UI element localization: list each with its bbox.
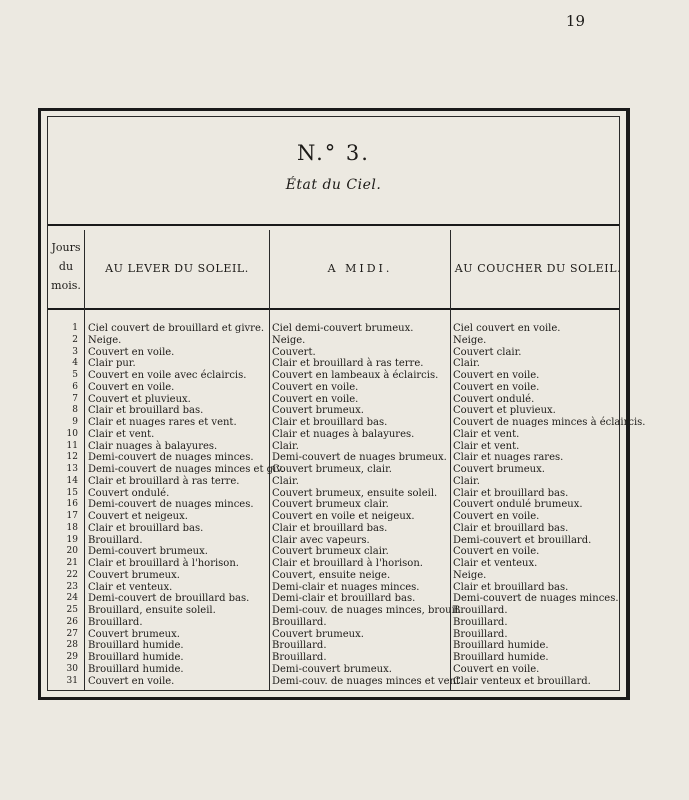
day-number: 13	[66, 464, 78, 474]
table-row	[48, 582, 619, 594]
table-row	[48, 429, 619, 441]
day-number: 5	[72, 370, 78, 380]
midi-cell: Clair.	[272, 440, 299, 452]
table-number: N.° 3.	[297, 141, 370, 165]
day-number: 29	[66, 652, 78, 662]
lever-cell: Couvert en voile.	[88, 346, 175, 358]
table-row	[48, 546, 619, 558]
lever-cell: Clair nuages à balayures.	[88, 440, 218, 452]
day-number: 7	[72, 393, 78, 404]
table-row	[48, 382, 619, 394]
coucher-cell: Couvert en voile.	[453, 511, 540, 522]
lever-cell: Clair pur.	[88, 358, 136, 370]
day-number: 4	[72, 358, 78, 369]
coucher-cell: Clair et brouillard bas.	[453, 522, 569, 534]
midi-cell: Brouillard.	[272, 616, 327, 628]
table-row	[48, 617, 619, 629]
coucher-cell: Clair et brouillard bas.	[453, 487, 569, 499]
title-block	[48, 141, 619, 193]
midi-cell: Couvert en voile.	[272, 393, 359, 405]
midi-cell: Clair avec vapeurs.	[272, 534, 370, 546]
midi-cell: Couvert en voile.	[272, 381, 359, 393]
lever-cell: Couvert brumeux.	[88, 569, 180, 581]
table-row	[48, 511, 619, 523]
header-jours-line1: Jours	[51, 241, 81, 254]
coucher-cell: Couvert ondulé.	[453, 393, 535, 405]
coucher-cell: Clair et vent.	[453, 440, 520, 452]
coucher-cell: Couvert de nuages minces à éclaircis.	[453, 417, 646, 428]
header-jours-line2: du	[58, 260, 74, 273]
day-number: 31	[66, 675, 78, 686]
midi-cell: Clair et brouillard à ras terre.	[272, 358, 424, 370]
midi-cell: Clair et brouillard bas.	[272, 522, 388, 534]
table-row	[48, 605, 619, 617]
coucher-cell: Couvert en voile.	[453, 370, 540, 381]
midi-cell: Couvert brumeux.	[272, 628, 364, 640]
coucher-cell: Clair et brouillard bas.	[453, 581, 569, 593]
day-number: 11	[66, 440, 78, 451]
lever-cell: Brouillard.	[88, 534, 143, 546]
table-row	[48, 664, 619, 676]
day-number: 16	[66, 499, 78, 510]
coucher-cell: Brouillard humide.	[453, 652, 549, 663]
coucher-cell: Couvert en voile.	[453, 663, 540, 675]
table-row	[48, 417, 646, 429]
midi-cell: Demi-couvert brumeux.	[272, 663, 392, 675]
midi-cell: Couvert.	[272, 346, 316, 358]
midi-cell: Demi-clair et brouillard bas.	[272, 593, 416, 605]
lever-cell: Demi-couvert de nuages minces et giv.	[88, 464, 284, 475]
lever-cell: Couvert et neigeux.	[88, 511, 188, 522]
lever-cell: Demi-couvert brumeux.	[88, 546, 208, 558]
lever-cell: Brouillard humide.	[88, 652, 184, 663]
midi-cell: Neige.	[272, 334, 306, 346]
lever-cell: Couvert en voile avec éclaircis.	[88, 370, 247, 381]
coucher-cell: Neige.	[453, 334, 487, 346]
midi-cell: Ciel demi-couvert brumeux.	[272, 323, 414, 334]
table-row	[48, 452, 619, 464]
page-number: 19	[565, 12, 585, 30]
coucher-cell: Demi-couvert et brouillard.	[453, 534, 592, 546]
table-subtitle: État du Ciel.	[285, 177, 382, 193]
table-row	[48, 570, 619, 582]
lever-cell: Clair et brouillard à l'horison.	[88, 558, 239, 569]
table-row	[48, 640, 619, 652]
table-row	[48, 476, 619, 488]
coucher-cell: Neige.	[453, 569, 487, 581]
day-number: 21	[66, 558, 78, 568]
header-lever: AU LEVER DU SOLEIL.	[105, 262, 249, 275]
lever-cell: Couvert en voile.	[88, 675, 175, 687]
table-row	[48, 358, 619, 370]
table-frame	[38, 108, 646, 700]
coucher-cell: Brouillard.	[453, 616, 508, 628]
midi-cell: Couvert brumeux, clair.	[272, 464, 392, 475]
lever-cell: Demi-couvert de nuages minces.	[88, 452, 254, 464]
day-number: 8	[72, 405, 78, 416]
lever-cell: Couvert en voile.	[88, 381, 175, 393]
table-row	[48, 394, 619, 406]
day-number: 12	[66, 452, 78, 463]
midi-cell: Brouillard.	[272, 640, 327, 652]
midi-cell: Clair et nuages à balayures.	[272, 428, 415, 440]
table-row	[48, 488, 619, 500]
midi-cell: Brouillard.	[272, 652, 327, 663]
day-number: 10	[66, 428, 78, 439]
day-number: 14	[66, 475, 78, 486]
lever-cell: Demi-couvert de brouillard bas.	[88, 593, 250, 605]
coucher-cell: Clair et venteux.	[453, 558, 538, 569]
coucher-cell: Clair venteux et brouillard.	[453, 675, 591, 687]
coucher-cell: Ciel couvert en voile.	[453, 323, 561, 334]
header-jours-line3: mois.	[51, 279, 81, 292]
day-number: 24	[66, 593, 78, 604]
coucher-cell: Demi-couvert de nuages minces.	[453, 593, 619, 605]
day-number: 26	[66, 616, 78, 627]
lever-cell: Clair et venteux.	[88, 581, 173, 593]
midi-cell: Couvert en voile et neigeux.	[272, 511, 415, 522]
day-number: 30	[66, 663, 78, 674]
column-header-row	[48, 230, 622, 305]
day-number: 2	[72, 334, 78, 345]
midi-cell: Couvert brumeux clair.	[272, 546, 389, 558]
midi-cell: Couvert brumeux.	[272, 405, 364, 417]
lever-cell: Couvert ondulé.	[88, 487, 170, 499]
table-row	[48, 652, 619, 664]
midi-cell: Couvert, ensuite neige.	[272, 569, 391, 581]
table-row	[48, 323, 619, 335]
midi-cell: Clair.	[272, 475, 299, 487]
header-top-rule	[48, 224, 619, 226]
lever-cell: Clair et brouillard bas.	[88, 405, 204, 417]
midi-cell: Demi-couv. de nuages minces, brouil.	[272, 605, 462, 616]
day-number: 23	[66, 581, 78, 592]
lever-cell: Neige.	[88, 334, 122, 346]
coucher-cell: Brouillard humide.	[453, 640, 549, 652]
header-midi: A MIDI.	[327, 262, 393, 275]
coucher-cell: Couvert en voile.	[453, 381, 540, 393]
midi-cell: Clair et brouillard à l'horison.	[272, 558, 423, 569]
table-row	[48, 499, 619, 511]
coucher-cell: Clair.	[453, 358, 480, 370]
lever-cell: Brouillard humide.	[88, 663, 184, 675]
day-number: 9	[72, 417, 78, 427]
table-inner-border	[47, 116, 646, 691]
header-bottom-rule	[48, 308, 619, 310]
day-number: 20	[66, 546, 78, 557]
coucher-cell: Clair et nuages rares.	[453, 452, 564, 464]
midi-cell: Demi-couv. de nuages minces et vent.	[272, 675, 464, 687]
header-coucher: AU COUCHER DU SOLEIL.	[454, 262, 622, 275]
day-number: 19	[66, 534, 78, 545]
day-number: 18	[66, 522, 78, 533]
header-jours	[48, 238, 84, 295]
coucher-cell: Couvert et pluvieux.	[453, 405, 556, 417]
table-row	[48, 405, 619, 417]
day-number: 27	[66, 628, 78, 639]
coucher-cell: Couvert ondulé brumeux.	[453, 499, 583, 511]
lever-cell: Clair et vent.	[88, 428, 155, 440]
day-number: 28	[66, 640, 78, 651]
coucher-cell: Couvert brumeux.	[453, 464, 545, 475]
table-row	[48, 558, 619, 570]
midi-cell: Clair et brouillard bas.	[272, 417, 388, 428]
day-number: 1	[72, 323, 78, 333]
lever-cell: Brouillard, ensuite soleil.	[88, 605, 216, 616]
coucher-cell: Brouillard.	[453, 628, 508, 640]
lever-cell: Ciel couvert de brouillard et givre.	[88, 323, 265, 334]
lever-cell: Demi-couvert de nuages minces.	[88, 499, 254, 511]
lever-cell: Clair et brouillard à ras terre.	[88, 475, 240, 487]
day-number: 3	[72, 346, 78, 357]
day-number: 15	[66, 487, 78, 498]
midi-cell: Couvert brumeux, ensuite soleil.	[272, 487, 438, 499]
table-row	[48, 370, 619, 382]
table-row	[48, 535, 619, 547]
lever-cell: Couvert brumeux.	[88, 628, 180, 640]
day-number: 6	[72, 381, 78, 392]
day-number: 25	[66, 605, 78, 615]
midi-cell: Couvert en lambeaux à éclaircis.	[272, 370, 439, 381]
midi-cell: Couvert brumeux clair.	[272, 499, 389, 511]
lever-cell: Brouillard.	[88, 616, 143, 628]
table-row	[48, 335, 619, 347]
table-row	[48, 523, 619, 535]
coucher-cell: Couvert clair.	[453, 346, 522, 358]
day-number: 22	[66, 569, 78, 580]
table-row	[48, 441, 619, 453]
table-row	[48, 593, 619, 605]
midi-cell: Demi-couvert de nuages brumeux.	[272, 452, 447, 464]
coucher-cell: Clair et vent.	[453, 428, 520, 440]
coucher-cell: Clair.	[453, 475, 480, 487]
lever-cell: Clair et nuages rares et vent.	[88, 417, 237, 428]
table-row	[48, 676, 619, 688]
coucher-cell: Couvert en voile.	[453, 546, 540, 558]
table-row	[48, 464, 619, 476]
midi-cell: Demi-clair et nuages minces.	[272, 581, 420, 593]
coucher-cell: Brouillard.	[453, 605, 508, 616]
table-row	[48, 629, 619, 641]
lever-cell: Couvert et pluvieux.	[88, 393, 191, 405]
lever-cell: Clair et brouillard bas.	[88, 522, 204, 534]
day-number: 17	[66, 511, 78, 521]
table-row	[48, 347, 619, 359]
lever-cell: Brouillard humide.	[88, 640, 184, 652]
